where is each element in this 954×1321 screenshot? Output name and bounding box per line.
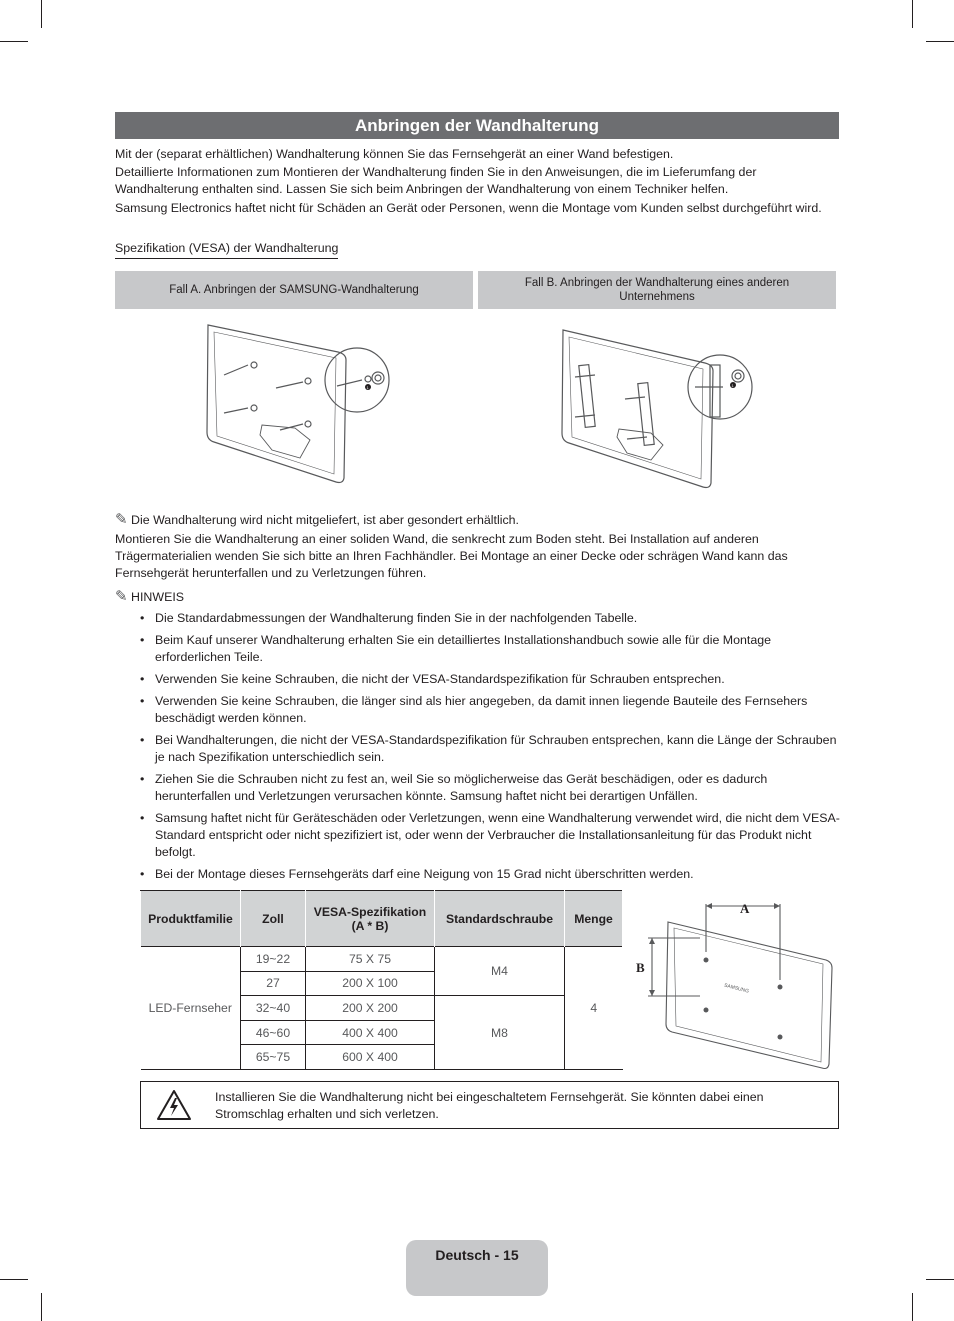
- list-item: • Verwenden Sie keine Schrauben, die länger sind als hier angegeben, da damit innen liegende Bauteile des Fernsehers beschädigt werden können.: [140, 694, 808, 725]
- vesa-cell: 600 X 400: [306, 1045, 435, 1070]
- list-item: • Ziehen Sie die Schrauben nicht zu fest an, weil Sie so möglicherweise das Gerät beschädigen, oder es dadurch herunterfallen und Verletzungen verursachen könnte. Samsung haftet nicht bei derartigen Unfällen.: [140, 772, 768, 803]
- dimension-label-a: A: [740, 901, 750, 916]
- vesa-cell: 200 X 100: [306, 971, 435, 996]
- case-a-header: Fall A. Anbringen der SAMSUNG-Wandhalterung: [115, 271, 473, 309]
- note-bracket: ✎ Die Wandhalterung wird nicht mitgeliefert, ist aber gesondert erhältlich.: [115, 511, 520, 528]
- case-a-illustration: [200, 320, 410, 485]
- crop-mark: [926, 1279, 954, 1280]
- vesa-dimension-diagram: [628, 892, 838, 1074]
- case-b-header: Fall B. Anbringen der Wandhalterung eines anderen Unternehmens: [478, 271, 836, 309]
- pencil-icon: ✎: [115, 588, 128, 605]
- vesa-cell: 200 X 200: [306, 996, 435, 1021]
- brand-logo: SAMSUNG: [723, 982, 750, 995]
- spec-heading: Spezifikation (VESA) der Wandhalterung: [115, 241, 338, 255]
- list-item: • Beim Kauf unserer Wandhalterung erhalten Sie ein detailliertes Installationshandbuch sowie alle für die Montage erforderlichen Teile.: [140, 633, 771, 664]
- crop-mark: [41, 1293, 42, 1321]
- vesa-cell: 75 X 75: [306, 947, 435, 972]
- callout-marker-a: 1: [366, 385, 369, 390]
- warning-text: Installieren Sie die Wandhalterung nicht bei eingeschaltetem Fernsehgerät. Sie könnten dabei einen Stromschlag erhalten und sich verletzen.: [215, 1090, 764, 1121]
- vesa-table: [140, 890, 623, 1070]
- intro-paragraph-1: Mit der (separat erhältlichen) Wandhalterung können Sie das Fernsehgerät an einer Wand befestigen.: [115, 147, 674, 161]
- warning-box: [140, 1081, 839, 1129]
- hinweis-heading: ✎ HINWEIS: [115, 588, 185, 605]
- crop-mark: [41, 0, 42, 28]
- header-standardschraube: Standardschraube: [435, 891, 565, 947]
- header-menge: Menge: [565, 891, 623, 947]
- dimension-label-b: B: [636, 960, 645, 975]
- crop-mark: [912, 0, 913, 28]
- page-number: Deutsch - 15: [406, 1240, 548, 1296]
- pencil-icon: ✎: [115, 511, 128, 528]
- zoll-cell: 32~40: [241, 996, 306, 1021]
- list-item: • Die Standardabmessungen der Wandhalterung finden Sie in der nachfolgenden Tabelle.: [140, 611, 638, 625]
- electric-shock-warning-icon: [156, 1089, 192, 1121]
- section-title: Anbringen der Wandhalterung: [115, 112, 839, 139]
- family-cell: LED-Fernseher: [141, 947, 241, 1070]
- intro-paragraph-3: Samsung Electronics haftet nicht für Schäden an Gerät oder Personen, wenn die Montage vom Kunden selbst durchgeführt wird.: [115, 201, 822, 215]
- intro-paragraph-2: Detaillierte Informationen zum Montieren der Wandhalterung finden Sie in den Anweisungen, die im Lieferumfang der Wandhalterung enthalten sind. Lassen Sie sich beim Anbringen der Wandhalterung von einem Techniker helfen.: [115, 165, 757, 196]
- list-item: • Samsung haftet nicht für Geräteschäden oder Verletzungen, wenn eine Wandhalterung verwendet wird, die nicht dem VESA-Standard entspricht oder nicht spezifiziert ist, oder wenn der Verbraucher die Installationsanleitung für das Produkt nicht befolgt.: [140, 811, 840, 859]
- crop-mark: [0, 1279, 28, 1280]
- list-item: • Bei Wandhalterungen, die nicht der VESA-Standardspezifikation für Schrauben entsprechen, kann die Länge der Schrauben je nach Spezifikation unterschiedlich sein.: [140, 733, 837, 764]
- zoll-cell: 27: [241, 971, 306, 996]
- crop-mark: [926, 41, 954, 42]
- install-paragraph: Montieren Sie die Wandhalterung an einer soliden Wand, die senkrecht zum Boden steht. Bei Installation auf anderen Trägermaterialien wenden Sie sich bitte an Ihren Fachhändler. Bei Montage an einer Decke oder schrägen Wand kann das Fernsehgerät herunterfallen und zu Verletzungen führen.: [115, 532, 788, 580]
- header-produktfamilie: Produktfamilie: [141, 891, 241, 947]
- zoll-cell: 19~22: [241, 947, 306, 972]
- crop-mark: [0, 41, 28, 42]
- callout-marker-b: 1: [731, 383, 734, 388]
- header-vesa: VESA-Spezifikation (A * B): [306, 891, 435, 947]
- zoll-cell: 46~60: [241, 1020, 306, 1045]
- screw-cell: M8: [435, 996, 565, 1070]
- crop-mark: [912, 1293, 913, 1321]
- list-item: • Bei der Montage dieses Fernsehgeräts darf eine Neigung von 15 Grad nicht überschritten werden.: [140, 867, 694, 881]
- screw-cell: M4: [435, 947, 565, 996]
- quantity-cell: 4: [565, 947, 623, 1070]
- list-item: • Verwenden Sie keine Schrauben, die nicht der VESA-Standardspezifikation für Schrauben entsprechen.: [140, 672, 725, 686]
- case-b-illustration: [555, 325, 765, 490]
- note-list: [140, 610, 840, 888]
- table-header-row: [141, 891, 623, 947]
- vesa-cell: 400 X 400: [306, 1020, 435, 1045]
- header-zoll: Zoll: [241, 891, 306, 947]
- table-row: [141, 947, 623, 972]
- zoll-cell: 65~75: [241, 1045, 306, 1070]
